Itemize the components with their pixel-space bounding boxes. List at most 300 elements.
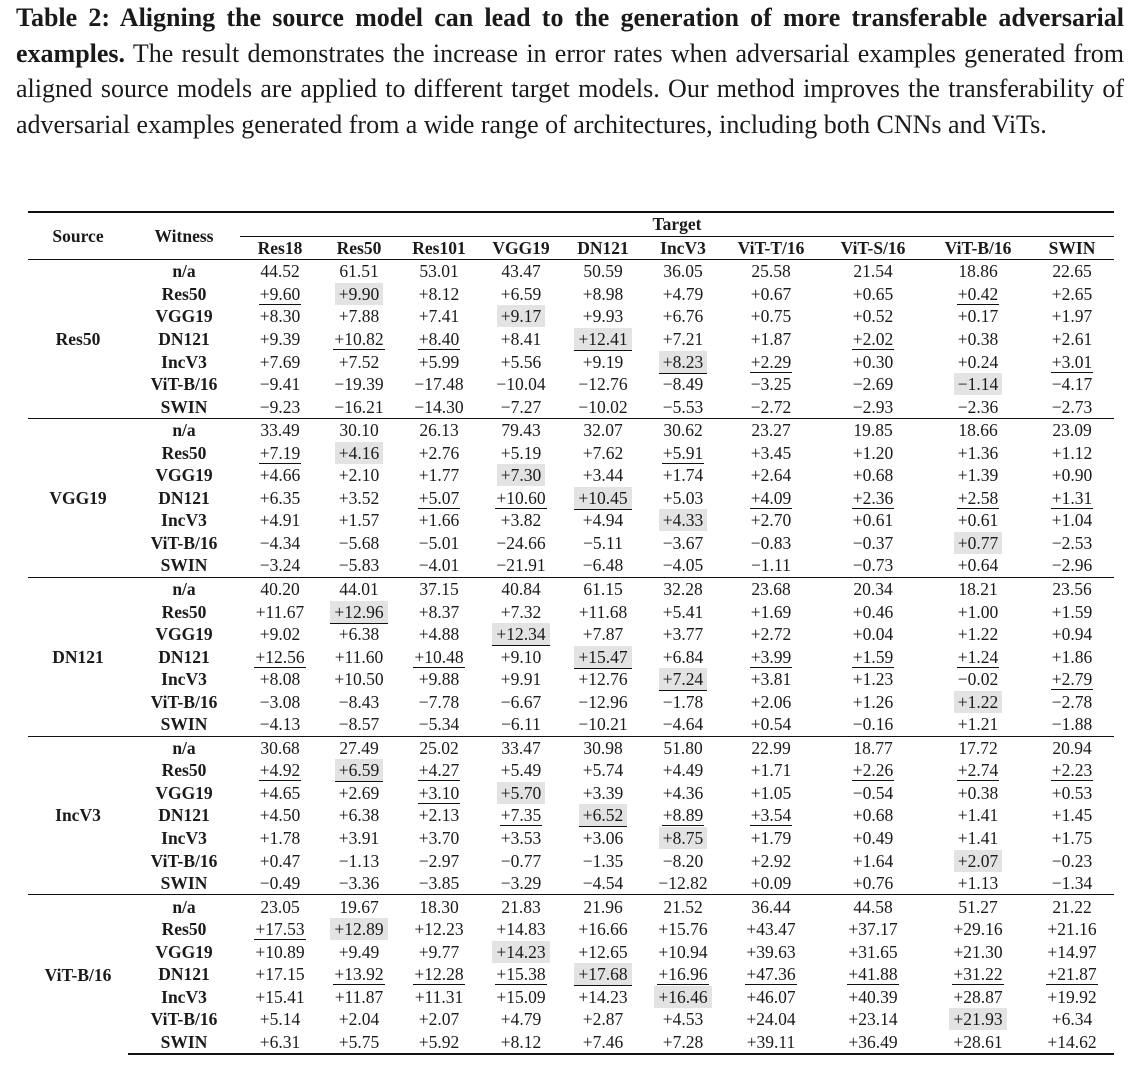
- value-cell: [240, 350, 320, 373]
- value-text: −0.23: [1051, 850, 1093, 871]
- value-cell: [820, 941, 926, 964]
- witness-cell: VGG19: [155, 782, 213, 803]
- table-row: [28, 600, 1114, 623]
- value-cell: [480, 373, 562, 396]
- value-text: +0.17: [957, 306, 999, 327]
- value-text: −4.13: [259, 714, 301, 735]
- value-cell: [240, 577, 320, 600]
- value-cell: [240, 963, 320, 986]
- value-text: 40.84: [501, 579, 541, 600]
- value-cell: [644, 577, 722, 600]
- value-cell: [820, 986, 926, 1009]
- value-cell: [480, 283, 562, 306]
- value-text: +8.12: [418, 283, 460, 304]
- value-text: 61.51: [339, 261, 379, 282]
- value-cell: [480, 849, 562, 872]
- source-model-cell: Res50: [28, 260, 128, 419]
- table-caption: [16, 0, 1124, 142]
- header-target-col: SWIN: [1030, 236, 1114, 260]
- value-cell: [562, 350, 644, 373]
- value-text: +3.06: [582, 828, 624, 849]
- value-text: −24.66: [496, 532, 546, 553]
- value-cell: [398, 782, 480, 805]
- value-cell: [398, 577, 480, 600]
- value-text: +0.54: [750, 714, 792, 735]
- value-text: 21.96: [583, 896, 623, 917]
- value-text: −2.72: [750, 396, 792, 417]
- value-cell: [320, 895, 398, 918]
- table-row: [28, 941, 1114, 964]
- value-text: +7.87: [582, 624, 624, 645]
- value-text: +7.41: [418, 306, 460, 327]
- value-text: +6.35: [259, 487, 301, 508]
- value-text: +1.87: [750, 329, 792, 349]
- value-text: +12.23: [414, 919, 464, 940]
- value-cell: [926, 600, 1030, 623]
- value-text: +0.52: [852, 306, 894, 327]
- value-text: +9.93: [582, 306, 624, 327]
- value-text: +14.23: [492, 941, 549, 963]
- value-text: +1.69: [750, 601, 792, 622]
- value-cell: [722, 554, 820, 577]
- value-cell: [320, 986, 398, 1009]
- value-text: 23.05: [260, 896, 300, 917]
- value-cell: [820, 577, 926, 600]
- value-text: +14.97: [1047, 941, 1097, 962]
- value-text: +4.36: [662, 782, 704, 803]
- value-text: −12.76: [578, 374, 628, 395]
- value-text: +12.65: [578, 941, 628, 962]
- value-cell: [644, 554, 722, 577]
- value-cell: [240, 487, 320, 510]
- value-cell: [1030, 895, 1114, 918]
- value-text: +5.41: [662, 601, 704, 622]
- table-row: [28, 782, 1114, 805]
- value-cell: [820, 782, 926, 805]
- value-cell: [398, 849, 480, 872]
- value-text: +2.69: [338, 782, 380, 803]
- value-cell: [398, 283, 480, 306]
- value-text: +4.33: [659, 509, 708, 531]
- value-text: 51.80: [663, 737, 703, 758]
- value-cell: [562, 487, 644, 510]
- value-text: −8.57: [338, 714, 380, 735]
- witness-cell: n/a: [128, 736, 240, 759]
- value-text: +31.65: [848, 941, 898, 962]
- value-text: 36.44: [751, 896, 791, 917]
- value-text: +0.64: [957, 555, 999, 576]
- value-cell: [562, 577, 644, 600]
- header-target-col: VGG19: [480, 236, 562, 260]
- value-text: 26.13: [419, 420, 459, 441]
- value-text: 32.07: [583, 420, 623, 441]
- value-text: −5.01: [418, 532, 460, 553]
- value-cell: [562, 283, 644, 306]
- value-cell: [240, 849, 320, 872]
- value-cell: [480, 963, 562, 986]
- value-cell: [820, 418, 926, 441]
- value-cell: [722, 782, 820, 805]
- value-text: 30.98: [583, 737, 623, 758]
- value-text: +9.10: [500, 646, 542, 667]
- value-cell: [926, 827, 1030, 850]
- value-cell: [562, 260, 644, 283]
- value-cell: [398, 532, 480, 555]
- value-cell: [240, 918, 320, 941]
- value-cell: [480, 623, 562, 646]
- value-cell: [926, 941, 1030, 964]
- witness-cell: ViT-B/16: [150, 532, 218, 553]
- value-cell: [240, 645, 320, 668]
- value-cell: [480, 487, 562, 510]
- value-cell: [722, 350, 820, 373]
- value-text: +4.66: [259, 465, 301, 486]
- value-text: 20.94: [1052, 737, 1092, 758]
- value-text: +15.41: [255, 986, 305, 1007]
- value-cell: [398, 872, 480, 895]
- value-cell: [320, 373, 398, 396]
- value-cell: [320, 554, 398, 577]
- value-cell: [722, 260, 820, 283]
- value-text: −14.30: [414, 396, 464, 417]
- witness-cell: n/a: [128, 895, 240, 918]
- value-text: +1.20: [852, 442, 894, 463]
- value-text: +17.15: [255, 964, 305, 985]
- witness-cell: VGG19: [155, 306, 213, 327]
- value-text: −2.53: [1051, 532, 1093, 553]
- value-text: +2.13: [418, 805, 460, 826]
- value-cell: [644, 532, 722, 555]
- value-cell: [820, 554, 926, 577]
- value-text: +0.65: [852, 283, 894, 304]
- value-cell: [398, 986, 480, 1009]
- value-cell: [320, 600, 398, 623]
- value-text: +7.52: [338, 351, 380, 372]
- value-cell: [398, 668, 480, 691]
- value-text: 50.59: [583, 261, 623, 282]
- value-cell: [644, 418, 722, 441]
- value-cell: [644, 509, 722, 532]
- value-cell: [1030, 532, 1114, 555]
- value-text: +0.68: [852, 465, 894, 486]
- value-text: +15.38: [496, 964, 546, 985]
- value-cell: [926, 986, 1030, 1009]
- value-cell: [644, 804, 722, 827]
- table-row: [28, 713, 1114, 736]
- value-cell: [240, 668, 320, 691]
- value-cell: [926, 623, 1030, 646]
- table-row: [28, 1031, 1114, 1055]
- value-cell: [820, 918, 926, 941]
- value-cell: [320, 260, 398, 283]
- value-text: −3.25: [750, 374, 792, 395]
- value-cell: [926, 849, 1030, 872]
- value-text: 30.10: [339, 420, 379, 441]
- source-model-cell: DN121: [28, 577, 128, 736]
- value-cell: [240, 328, 320, 351]
- value-cell: [398, 645, 480, 668]
- value-cell: [644, 895, 722, 918]
- value-text: +2.26: [852, 760, 894, 781]
- value-cell: [820, 350, 926, 373]
- value-cell: [644, 260, 722, 283]
- value-text: +14.23: [578, 986, 628, 1007]
- value-cell: [722, 418, 820, 441]
- header-target-col: Res18: [240, 236, 320, 260]
- value-cell: [320, 941, 398, 964]
- value-cell: [1030, 668, 1114, 691]
- value-text: −10.02: [578, 396, 628, 417]
- value-text: +3.54: [750, 805, 792, 826]
- value-cell: [722, 849, 820, 872]
- value-text: 23.68: [751, 579, 791, 600]
- value-text: −1.13: [338, 850, 380, 871]
- value-text: +2.23: [1051, 760, 1093, 781]
- value-cell: [926, 350, 1030, 373]
- value-cell: [644, 464, 722, 487]
- value-text: −0.49: [259, 873, 301, 894]
- witness-cell: n/a: [128, 418, 240, 441]
- value-cell: [320, 509, 398, 532]
- value-text: +3.70: [418, 828, 460, 849]
- value-text: +1.24: [957, 646, 999, 667]
- value-cell: [820, 395, 926, 418]
- value-text: +3.82: [500, 510, 542, 531]
- table-row: [28, 418, 1114, 441]
- value-text: +12.76: [578, 669, 628, 690]
- value-cell: [398, 260, 480, 283]
- value-text: +40.39: [848, 986, 898, 1007]
- value-text: −4.34: [259, 532, 301, 553]
- value-cell: [722, 804, 820, 827]
- value-text: 44.52: [260, 261, 300, 282]
- value-cell: [562, 872, 644, 895]
- value-cell: [644, 872, 722, 895]
- results-table: [28, 211, 1114, 1055]
- value-text: +9.88: [418, 669, 460, 690]
- value-text: −6.67: [500, 691, 542, 712]
- value-cell: [562, 623, 644, 646]
- value-text: +5.92: [418, 1031, 460, 1052]
- value-cell: [926, 713, 1030, 736]
- value-text: +4.27: [418, 760, 460, 781]
- source-model-cell: ViT-B/16: [28, 895, 128, 1054]
- value-cell: [320, 872, 398, 895]
- value-text: +1.97: [1051, 306, 1093, 327]
- value-text: −3.67: [662, 532, 704, 553]
- value-text: +7.30: [497, 464, 546, 486]
- value-text: +14.62: [1047, 1031, 1097, 1052]
- value-cell: [562, 1008, 644, 1031]
- value-cell: [480, 395, 562, 418]
- value-cell: [1030, 487, 1114, 510]
- value-cell: [480, 736, 562, 759]
- value-cell: [320, 441, 398, 464]
- value-cell: [926, 690, 1030, 713]
- value-text: −4.54: [582, 873, 624, 894]
- value-cell: [1030, 373, 1114, 396]
- value-text: +1.71: [750, 760, 792, 781]
- value-cell: [820, 713, 926, 736]
- value-cell: [480, 645, 562, 668]
- value-cell: [562, 690, 644, 713]
- value-cell: [926, 395, 1030, 418]
- value-cell: [644, 759, 722, 782]
- value-text: +2.72: [750, 624, 792, 645]
- value-text: +8.08: [259, 669, 301, 690]
- value-text: +21.16: [1047, 919, 1097, 940]
- value-cell: [398, 395, 480, 418]
- value-text: +10.89: [255, 941, 305, 962]
- value-cell: [926, 441, 1030, 464]
- value-text: +2.74: [957, 760, 999, 781]
- value-cell: [926, 918, 1030, 941]
- value-cell: [722, 759, 820, 782]
- value-cell: [644, 600, 722, 623]
- value-cell: [926, 418, 1030, 441]
- value-text: +1.00: [957, 601, 999, 622]
- value-text: −0.37: [852, 532, 894, 553]
- value-cell: [240, 736, 320, 759]
- value-cell: [644, 736, 722, 759]
- value-text: +8.75: [659, 827, 708, 849]
- value-text: −12.96: [578, 691, 628, 712]
- value-cell: [480, 577, 562, 600]
- value-text: 44.58: [853, 896, 893, 917]
- value-cell: [820, 623, 926, 646]
- value-cell: [644, 623, 722, 646]
- value-text: +7.32: [500, 601, 542, 622]
- value-cell: [820, 328, 926, 351]
- value-cell: [820, 895, 926, 918]
- value-cell: [644, 690, 722, 713]
- value-text: +12.56: [255, 646, 305, 667]
- value-cell: [722, 487, 820, 510]
- value-cell: [926, 577, 1030, 600]
- value-cell: [644, 645, 722, 668]
- value-cell: [820, 849, 926, 872]
- value-text: +10.48: [414, 646, 464, 667]
- witness-cell: VGG19: [155, 941, 213, 962]
- value-text: −7.27: [500, 396, 542, 417]
- value-cell: [820, 260, 926, 283]
- value-cell: [320, 418, 398, 441]
- value-text: +10.94: [658, 941, 708, 962]
- table-row: [28, 668, 1114, 691]
- value-text: +0.94: [1051, 624, 1093, 645]
- value-text: +0.24: [957, 351, 999, 372]
- value-text: +11.67: [255, 601, 305, 622]
- value-text: +4.16: [335, 442, 384, 464]
- value-cell: [480, 668, 562, 691]
- value-cell: [240, 782, 320, 805]
- value-cell: [480, 305, 562, 328]
- value-cell: [722, 328, 820, 351]
- value-cell: [644, 1031, 722, 1055]
- value-cell: [926, 283, 1030, 306]
- value-cell: [926, 554, 1030, 577]
- value-text: +5.70: [497, 782, 546, 804]
- value-text: +9.02: [259, 624, 301, 645]
- value-text: +39.11: [746, 1031, 796, 1052]
- value-text: +1.86: [1051, 646, 1093, 667]
- witness-cell: VGG19: [155, 465, 213, 486]
- value-cell: [820, 305, 926, 328]
- value-text: −1.78: [662, 691, 704, 712]
- value-text: +2.10: [338, 465, 380, 486]
- value-cell: [562, 782, 644, 805]
- value-cell: [398, 305, 480, 328]
- witness-cell: ViT-B/16: [150, 374, 218, 395]
- value-text: +3.52: [338, 487, 380, 508]
- value-text: −4.01: [418, 555, 460, 576]
- value-text: +4.53: [662, 1009, 704, 1030]
- value-cell: [562, 713, 644, 736]
- value-cell: [398, 1008, 480, 1031]
- value-text: −5.68: [338, 532, 380, 553]
- table-row: [28, 283, 1114, 306]
- value-cell: [926, 305, 1030, 328]
- witness-cell: DN121: [158, 329, 210, 349]
- value-text: +28.61: [953, 1031, 1003, 1052]
- value-text: −3.08: [259, 691, 301, 712]
- value-text: +4.94: [582, 510, 624, 531]
- value-text: +7.88: [338, 306, 380, 327]
- value-cell: [320, 736, 398, 759]
- value-text: +12.41: [574, 328, 631, 351]
- value-cell: [644, 373, 722, 396]
- value-text: 18.30: [419, 896, 459, 917]
- value-text: +1.59: [1051, 601, 1093, 622]
- value-text: +7.24: [659, 668, 708, 691]
- value-cell: [320, 350, 398, 373]
- value-text: +1.59: [852, 646, 894, 667]
- value-text: +31.22: [953, 964, 1003, 985]
- value-cell: [1030, 623, 1114, 646]
- value-cell: [820, 532, 926, 555]
- value-cell: [320, 1008, 398, 1031]
- value-cell: [722, 1008, 820, 1031]
- value-cell: [644, 441, 722, 464]
- header-target: Target: [240, 212, 1114, 236]
- value-text: +0.77: [954, 532, 1003, 554]
- value-cell: [926, 487, 1030, 510]
- value-text: −0.73: [852, 555, 894, 576]
- witness-cell: VGG19: [155, 624, 213, 645]
- value-cell: [320, 668, 398, 691]
- source-model-cell: IncV3: [28, 736, 128, 895]
- table-row: [28, 645, 1114, 668]
- value-text: −1.35: [582, 850, 624, 871]
- header-target-col: DN121: [562, 236, 644, 260]
- value-text: +10.60: [496, 487, 546, 508]
- value-cell: [1030, 986, 1114, 1009]
- source-model-cell: VGG19: [28, 418, 128, 577]
- witness-cell: DN121: [158, 487, 210, 508]
- value-text: +1.41: [957, 828, 999, 849]
- value-text: +11.60: [334, 646, 384, 667]
- value-text: +2.58: [957, 487, 999, 508]
- witness-cell: Res50: [161, 283, 207, 304]
- value-cell: [480, 690, 562, 713]
- value-cell: [1030, 941, 1114, 964]
- value-text: +1.57: [338, 510, 380, 531]
- value-text: +5.56: [500, 351, 542, 372]
- witness-cell: ViT-B/16: [150, 691, 218, 712]
- value-text: +8.98: [582, 283, 624, 304]
- value-cell: [820, 1008, 926, 1031]
- value-text: +0.49: [852, 828, 894, 849]
